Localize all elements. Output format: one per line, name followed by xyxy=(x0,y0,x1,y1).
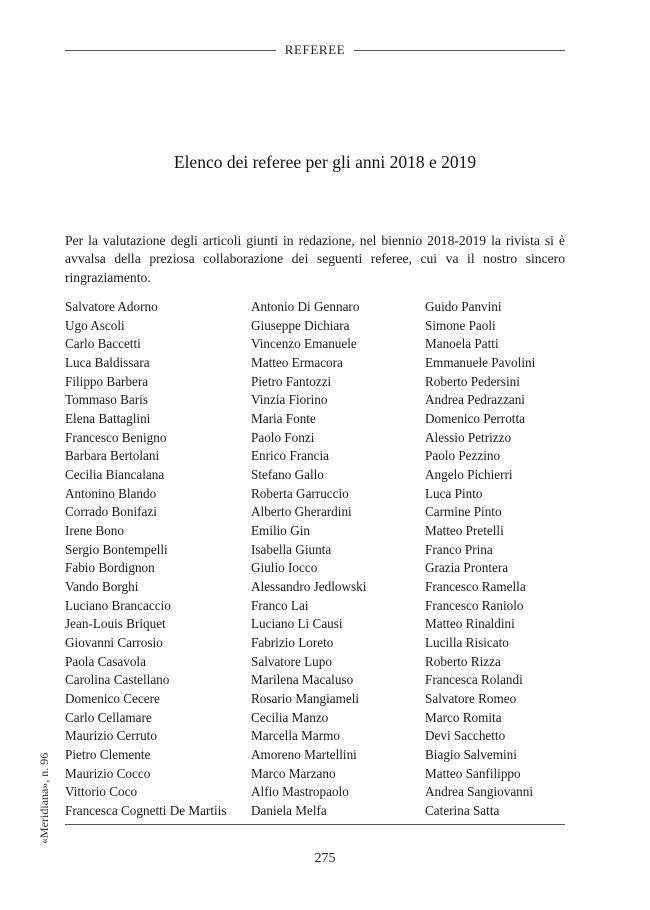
referee-column-2 xyxy=(251,298,366,821)
referee-name: Domenico Perrotta xyxy=(425,411,525,427)
referee-name: Pietro Fantozzi xyxy=(251,373,332,389)
referee-name: Carmine Pinto xyxy=(425,504,502,520)
referee-name: Lucilla Risicato xyxy=(425,635,509,651)
referee-name: Luca Baldissara xyxy=(65,355,150,371)
referee-name: Salvatore Adorno xyxy=(65,299,158,314)
referee-name: Carolina Castellano xyxy=(65,672,170,688)
section-label: REFEREE xyxy=(284,42,346,57)
referee-name: Franco Prina xyxy=(425,541,493,557)
referee-name: Biagio Salvemini xyxy=(425,747,517,763)
referee-name: Amoreno Martellini xyxy=(251,747,357,763)
referee-name: Barbara Bertolani xyxy=(65,448,160,464)
header-rule-left xyxy=(65,50,276,51)
referee-name: Devi Sacchetto xyxy=(425,728,506,744)
referee-name: Filippo Barbera xyxy=(65,373,149,389)
referee-name: Andrea Sangiovanni xyxy=(425,784,534,800)
referee-name: Franco Lai xyxy=(251,597,309,613)
referee-name: Daniela Melfa xyxy=(251,803,327,819)
referee-name: Francesca Cognetti De Martiis xyxy=(65,803,227,819)
referee-name: Fabrizio Loreto xyxy=(251,635,334,651)
referee-name: Alfio Mastropaolo xyxy=(251,784,349,800)
referee-name: Sergio Bontempelli xyxy=(65,541,168,557)
referee-name: Angelo Pichierri xyxy=(425,467,513,483)
referee-name: Marcella Marmo xyxy=(251,728,340,744)
referee-name: Fabio Bordignon xyxy=(65,560,155,576)
page-title: Elenco dei referee per gli anni 2018 e 2019 xyxy=(173,152,477,172)
referee-name: Salvatore Romeo xyxy=(425,691,517,707)
header-rule-right xyxy=(354,50,565,51)
referee-name: Vinzia Fiorino xyxy=(251,392,328,408)
referee-name: Paolo Fonzi xyxy=(251,429,315,445)
referee-name: Maurizio Cerruto xyxy=(65,728,157,744)
bottom-rule xyxy=(65,824,565,825)
referee-name: Cecilia Manzo xyxy=(251,709,329,725)
referee-name: Grazia Prontera xyxy=(425,560,509,576)
referee-name: Irene Bono xyxy=(65,523,124,539)
referee-name: Luciano Brancaccio xyxy=(65,597,171,613)
intro-paragraph: Per la valutazione degli articoli giunti in redazione, nel biennio 2018-2019 la rivista si è avvalsa della preziosa collaborazione dei seguenti referee, cui va il nostro sincero ringraziamento. xyxy=(65,232,565,285)
referee-name: Giulio Iocco xyxy=(251,560,318,576)
referee-name: Rosario Mangiameli xyxy=(251,691,360,707)
referee-name: Ugo Ascoli xyxy=(65,317,125,333)
referee-name: Isabella Giunta xyxy=(251,541,332,557)
referee-name: Cecilia Biancalana xyxy=(65,467,165,483)
referee-name: Francesca Rolandi xyxy=(425,672,523,688)
referee-column-1 xyxy=(65,298,227,821)
referee-name: Maurizio Cocco xyxy=(65,765,151,781)
referee-name: Antonino Blando xyxy=(65,485,157,501)
referee-name: Salvatore Lupo xyxy=(251,653,332,669)
referee-name: Maria Fonte xyxy=(251,411,316,427)
referee-name: Andrea Pedrazzani xyxy=(425,392,525,408)
referee-name: Giovanni Carrosio xyxy=(65,635,163,651)
referee-name: Paolo Pezzino xyxy=(425,448,501,464)
referee-name: Francesco Ramella xyxy=(425,579,526,595)
referee-name: Enrico Francia xyxy=(251,448,329,464)
referee-name: Vittorio Coco xyxy=(65,784,138,800)
referee-name: Caterina Satta xyxy=(425,803,500,819)
referee-name: Jean-Louis Briquet xyxy=(65,616,166,632)
referee-name: Marco Marzano xyxy=(251,765,336,781)
referee-name: Paola Casavola xyxy=(65,653,146,669)
referee-name: Carlo Baccetti xyxy=(65,336,141,352)
referee-name: Alessio Petrizzo xyxy=(425,429,512,445)
referee-name: Giuseppe Dichiara xyxy=(251,317,350,333)
referee-name: Matteo Sanfilippo xyxy=(425,765,521,781)
referee-name: Guido Panvini xyxy=(425,299,502,314)
referee-name: Roberta Garruccio xyxy=(251,485,349,501)
referee-name: Carlo Cellamare xyxy=(65,709,152,725)
referee-name: Matteo Pretelli xyxy=(425,523,504,539)
referee-name: Matteo Rinaldini xyxy=(425,616,515,632)
referee-name: Alessandro Jedlowski xyxy=(251,579,367,595)
referee-name: Francesco Raniolo xyxy=(425,597,524,613)
referee-name: Luca Pinto xyxy=(425,485,483,501)
referee-name: Manoela Patti xyxy=(425,336,499,352)
referee-name: Tommaso Baris xyxy=(65,392,148,408)
referee-name: Roberto Pedersini xyxy=(425,373,520,389)
journal-issue-note: «Meridiana», n. 96 xyxy=(37,752,51,844)
referee-name: Emilio Gin xyxy=(251,523,310,539)
referee-name: Stefano Gallo xyxy=(251,467,324,483)
referee-name: Emmanuele Pavolini xyxy=(425,355,536,371)
referee-name: Vincenzo Emanuele xyxy=(251,336,357,352)
referee-name: Francesco Benigno xyxy=(65,429,167,445)
referee-name: Roberto Rizza xyxy=(425,653,501,669)
referee-name: Corrado Bonifazi xyxy=(65,504,157,520)
referee-name: Vando Borghi xyxy=(65,579,139,595)
referee-name: Matteo Ermacora xyxy=(251,355,343,371)
referee-name: Simone Paoli xyxy=(425,317,496,333)
referee-name: Marco Romita xyxy=(425,709,502,725)
referee-name: Luciano Li Causi xyxy=(251,616,343,632)
referee-name: Alberto Gherardini xyxy=(251,504,352,520)
referee-name: Pietro Clemente xyxy=(65,747,151,763)
referee-column-3 xyxy=(425,298,535,821)
referee-list xyxy=(65,298,565,823)
referee-name: Elena Battaglini xyxy=(65,411,151,427)
referee-name: Domenico Cecere xyxy=(65,691,160,707)
page-number: 275 xyxy=(314,851,336,866)
referee-name: Antonio Di Gennaro xyxy=(251,299,360,314)
running-header xyxy=(65,40,565,60)
referee-name: Marilena Macaluso xyxy=(251,672,354,688)
